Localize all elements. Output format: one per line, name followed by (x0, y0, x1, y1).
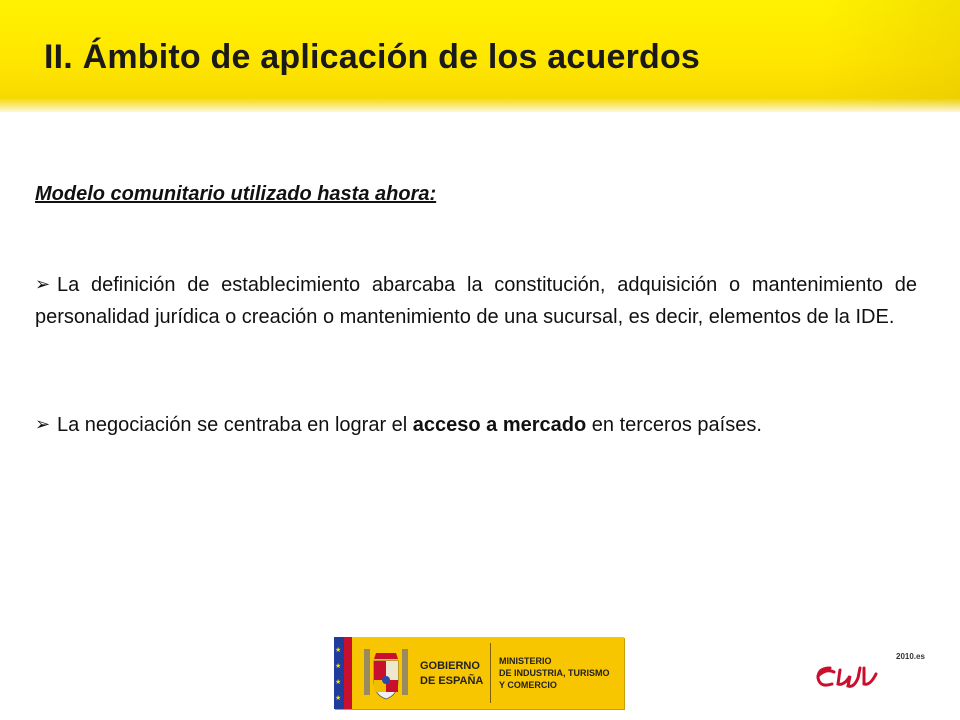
coat-of-arms-icon (360, 647, 412, 703)
section-subheading: Modelo comunitario utilizado hasta ahora: (35, 183, 437, 205)
bullet-item-negotiation (35, 408, 917, 441)
eu-blue-stripe (334, 637, 344, 709)
star-icon: ★ (335, 663, 342, 670)
eu-mark (818, 668, 876, 686)
spain-flag-stripe (334, 637, 352, 709)
slide-title: II. Ámbito de aplicación de los acuerdos (44, 38, 701, 76)
star-icon: ★ (335, 647, 342, 654)
bullet-text-end: en terceros países. (586, 414, 762, 436)
gobierno-label: GOBIERNO DE ESPAÑA (420, 660, 484, 687)
header-shade (820, 0, 960, 112)
eu-presidency-logo (808, 638, 930, 694)
eu-year-label: 2010.es (896, 652, 925, 661)
bullet-text: La definición de establecimiento abarcaba la constitución, adquisición o mantenimiento de personalidad jurídica o creación o mantenimiento de una sucursal, es decir, elementos de la IDE. (35, 274, 917, 328)
bullet-text-bold: acceso a mercado (412, 414, 587, 436)
arrow-bullet-icon: ➢ (35, 274, 51, 294)
bullet-item-definition (35, 268, 917, 333)
star-icon: ★ (335, 679, 342, 686)
logo-divider (490, 643, 491, 703)
gobierno-espana-logo (334, 637, 624, 709)
ministry-label: MINISTERIO DE INDUSTRIA, TURISMO Y COMERCIO (499, 656, 610, 690)
bullet-text-start: La negociación se centraba en lograr el (57, 414, 413, 436)
star-icon: ★ (335, 695, 342, 702)
arrow-bullet-icon: ➢ (35, 414, 51, 434)
